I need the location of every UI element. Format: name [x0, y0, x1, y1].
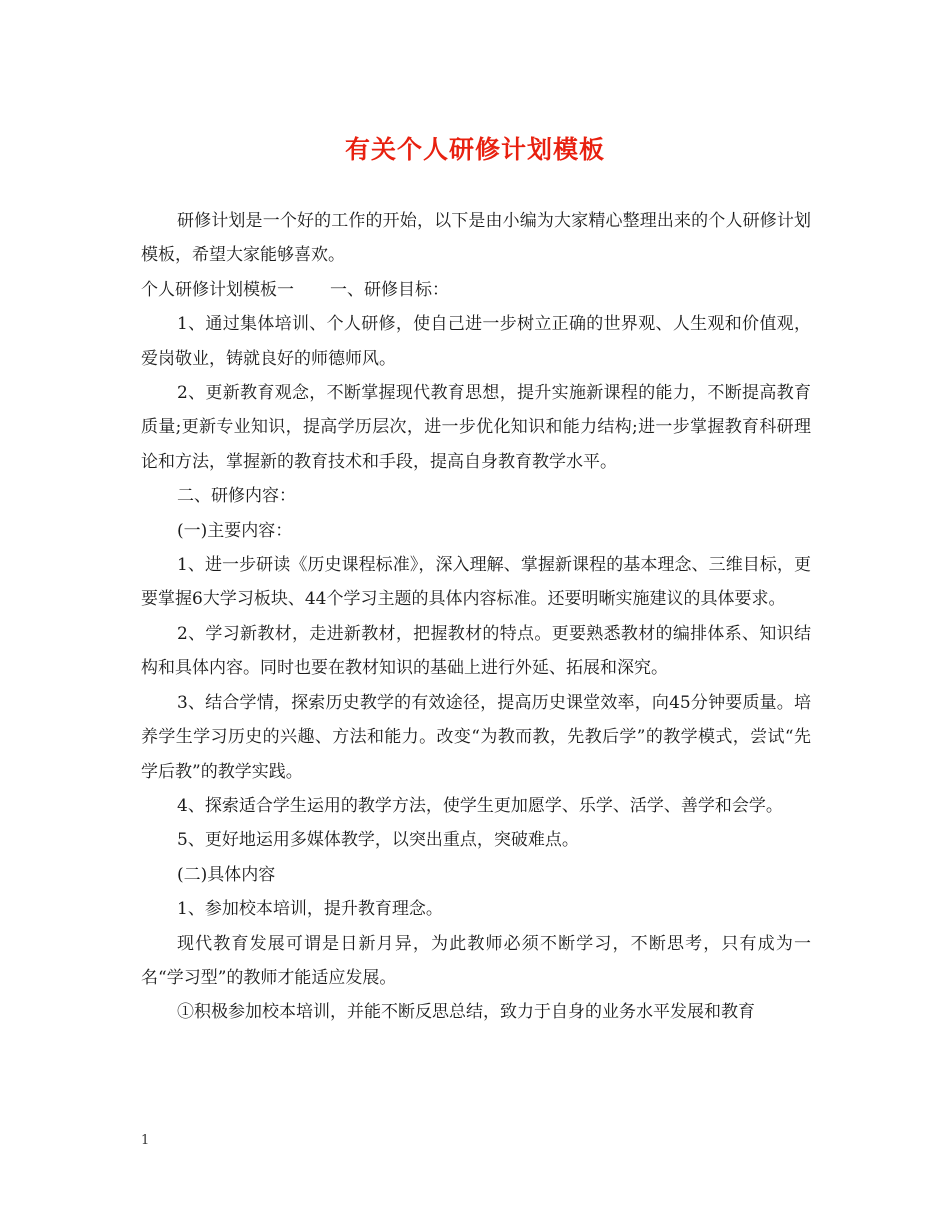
document-title: 有关个人研修计划模板: [344, 135, 605, 164]
content-item: 3、结合学情，探索历史教学的有效途径，提高历史课堂效率，向45分钟要质量。培养学生学习历史的兴趣、方法和能力。改变“为教而教，先教后学”的教学模式，尝试“先学后教”的教学实践。: [141, 692, 811, 782]
intro-paragraph: 研修计划是一个好的工作的开始，以下是由小编为大家精心整理出来的个人研修计划模板，希望大家能够喜欢。: [141, 211, 811, 266]
content-item: 1、进一步研读《历史课程标准》，深入理解、掌握新课程的基本理念、三维目标，更要掌握6大学习板块、44个学习主题的具体内容标准。还要明晰实施建议的具体要求。: [141, 555, 811, 610]
subsection2-heading: (二)具体内容: [177, 864, 276, 885]
subsection1-heading: (一)主要内容：: [177, 520, 293, 541]
document-body: [141, 204, 811, 1030]
goal-item: 1、通过集体培训、个人研修，使自己进一步树立正确的世界观、人生观和价值观，爱岗敬业，铸就良好的师德师风。: [141, 314, 811, 369]
content-item: 2、学习新教材，走进新教材，把握教材的特点。更要熟悉教材的编排体系、知识结构和具体内容。同时也要在教材知识的基础上进行外延、拓展和深究。: [141, 623, 811, 679]
goal-item: 2、更新教育观念，不断掌握现代教育思想，提升实施新课程的能力，不断提高教育质量;更新专业知识，提高学历层次，进一步优化知识和能力结构;进一步掌握教育科研理论和方法，掌握新的教育技术和手段，提高自身教育教学水平。: [141, 383, 811, 472]
detail-item: 1、参加校本培训，提升教育理念。: [177, 899, 443, 920]
section1-heading: 一、研修目标：: [330, 279, 449, 300]
content-item: 4、探索适合学生运用的教学方法，使学生更加愿学、乐学、活学、善学和会学。: [177, 795, 783, 816]
content-item: 5、更好地运用多媒体教学，以突出重点，突破难点。: [177, 830, 579, 851]
page-number: 1: [141, 1133, 150, 1148]
template-heading-line: [141, 273, 811, 307]
template-label: 个人研修计划模板一: [141, 279, 294, 300]
detail-paragraph: 现代教育发展可谓是日新月异，为此教师必须不断学习，不断思考，只有成为一名“学习型”的教师才能适应发展。: [141, 933, 811, 988]
section2-heading: 二、研修内容：: [177, 486, 296, 507]
detail-subitem: ①积极参加校本培训，并能不断反思总结，致力于自身的业务水平发展和教育: [177, 1002, 755, 1023]
